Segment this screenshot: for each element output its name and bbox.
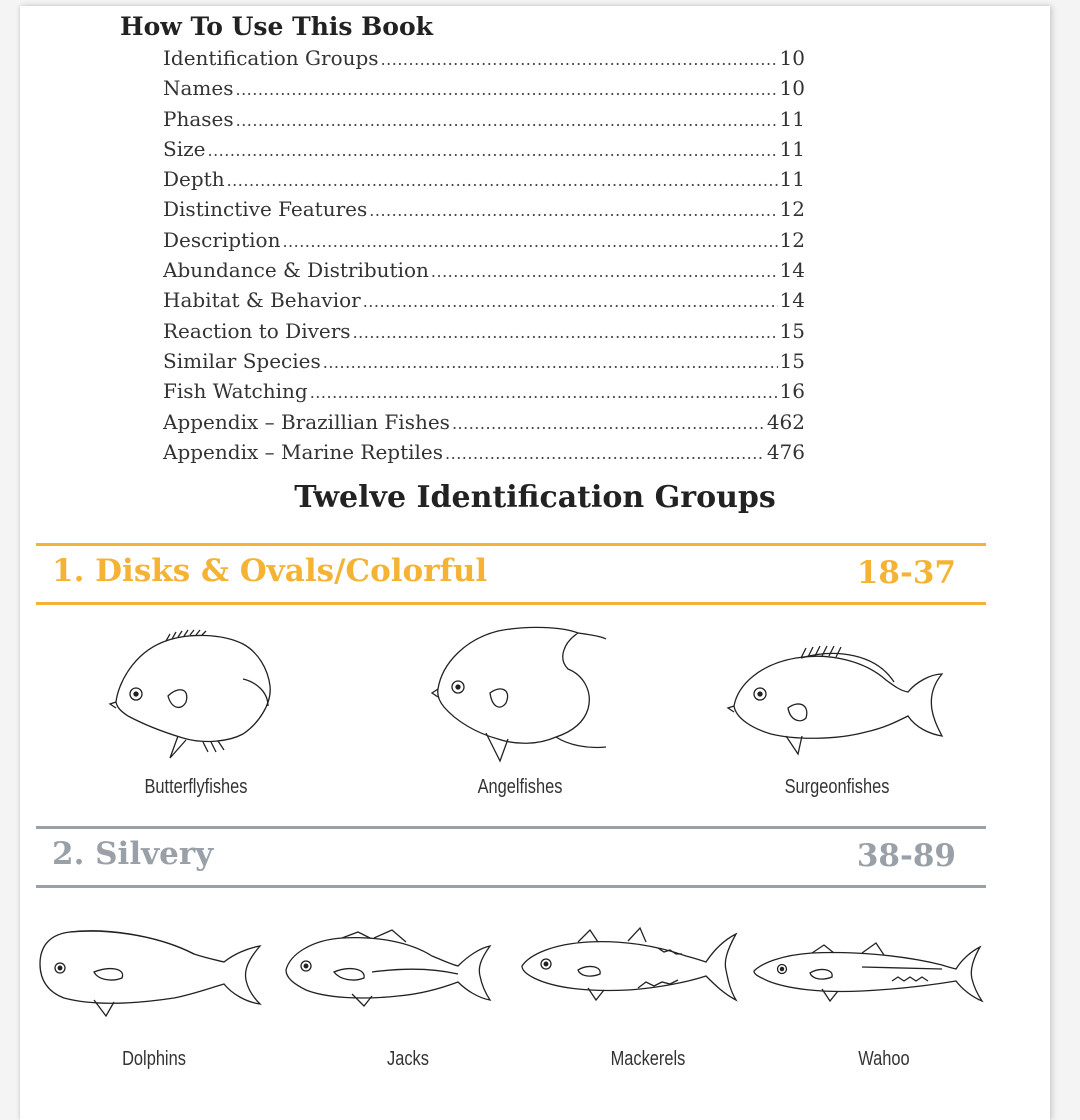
toc-page: 12 <box>779 227 805 252</box>
dolphin-fish-illustration <box>34 924 264 1019</box>
fish-label-angelfishes: Angelfishes <box>477 776 563 798</box>
toc-page: 11 <box>779 106 805 131</box>
toc-label: Appendix – Brazillian Fishes <box>163 409 450 434</box>
toc-page: 11 <box>779 136 805 161</box>
main-heading: Twelve Identification Groups <box>294 480 776 515</box>
band-rule-top <box>36 826 986 829</box>
toc-label: Similar Species <box>163 348 321 373</box>
toc-row <box>163 258 805 288</box>
fish-label-dolphins: Dolphins <box>122 1048 186 1070</box>
toc-row <box>163 197 805 227</box>
toc-page: 462 <box>766 409 805 434</box>
wahoo-illustration <box>752 931 984 1006</box>
toc-row <box>163 288 805 318</box>
toc-row <box>163 319 805 349</box>
toc-page: 476 <box>766 439 805 464</box>
toc-page: 10 <box>779 46 805 70</box>
toc-page: 11 <box>779 167 805 192</box>
section-title: How To Use This Book <box>120 12 433 41</box>
toc-leader <box>207 141 777 160</box>
toc-leader <box>236 80 778 99</box>
group-band-disks-ovals <box>36 543 986 605</box>
toc-label: Names <box>163 76 234 101</box>
surgeonfish-illustration <box>726 636 946 756</box>
fish-label-jacks: Jacks <box>387 1048 429 1070</box>
group-pages: 38-89 <box>856 838 956 874</box>
toc-leader <box>323 353 778 372</box>
toc-page: 14 <box>779 288 805 313</box>
group-name: 2. Silvery <box>52 836 214 872</box>
band-rule-bottom <box>36 602 986 605</box>
toc-leader <box>353 323 778 342</box>
toc-page: 16 <box>779 379 805 404</box>
fish-label-butterflyfishes: Butterflyfishes <box>144 776 248 798</box>
band-rule-bottom <box>36 885 986 888</box>
toc-page: 14 <box>779 258 805 283</box>
toc-label: Depth <box>163 167 225 192</box>
toc-label: Phases <box>163 106 234 131</box>
toc-leader <box>369 201 777 220</box>
toc-page: 15 <box>779 348 805 373</box>
toc-row <box>163 379 805 409</box>
toc-page: 12 <box>779 197 805 222</box>
toc-label: Size <box>163 136 206 161</box>
toc-row <box>163 167 805 197</box>
group-name: 1. Disks & Ovals/Colorful <box>52 553 488 589</box>
mackerel-illustration <box>518 926 738 1006</box>
table-of-contents <box>163 46 805 470</box>
toc-row <box>163 410 805 440</box>
toc-label: Distinctive Features <box>163 197 368 222</box>
toc-row <box>163 46 805 76</box>
toc-row <box>163 76 805 106</box>
angelfish-illustration <box>428 621 608 766</box>
toc-label: Abundance & Distribution <box>163 258 429 283</box>
toc-label: Identification Groups <box>163 46 379 70</box>
toc-row <box>163 107 805 137</box>
toc-leader <box>431 262 778 281</box>
toc-leader <box>445 444 765 463</box>
toc-leader <box>227 171 778 190</box>
toc-leader <box>236 111 778 130</box>
toc-row <box>163 349 805 379</box>
toc-label: Reaction to Divers <box>163 318 351 343</box>
butterflyfish-illustration <box>108 624 278 764</box>
toc-page: 10 <box>779 76 805 101</box>
toc-row <box>163 440 805 470</box>
fish-label-wahoo: Wahoo <box>858 1048 910 1070</box>
fish-label-mackerels: Mackerels <box>610 1048 686 1070</box>
toc-page: 15 <box>779 318 805 343</box>
group-pages: 18-37 <box>856 555 956 591</box>
toc-row <box>163 228 805 258</box>
toc-label: Habitat & Behavior <box>163 288 361 313</box>
band-rule-top <box>36 543 986 546</box>
toc-label: Appendix – Marine Reptiles <box>163 439 444 464</box>
toc-leader <box>310 383 778 402</box>
toc-row <box>163 137 805 167</box>
fish-label-surgeonfishes: Surgeonfishes <box>784 776 890 798</box>
toc-leader <box>381 50 778 69</box>
toc-label: Description <box>163 227 281 252</box>
book-page <box>20 6 1050 1120</box>
jack-illustration <box>282 928 492 1008</box>
toc-label: Fish Watching <box>163 379 308 404</box>
toc-leader <box>282 232 777 251</box>
toc-leader <box>363 292 778 311</box>
toc-leader <box>452 414 765 433</box>
group-band-silvery <box>36 826 986 888</box>
